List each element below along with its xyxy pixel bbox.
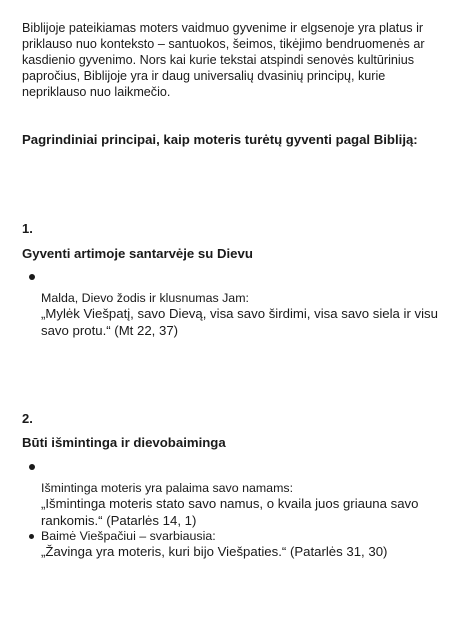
- item-quote: „Išmintinga moteris stato savo namus, o kvaila juos griauna savo rankomis.“ (Patarlės 14, 1): [41, 496, 419, 528]
- item-quote: „Mylėk Viešpatį, savo Dievą, visa savo širdimi, visa savo siela ir visu savo protu.“ (Mt 22, 37): [41, 306, 438, 338]
- section-number: 2.: [22, 411, 33, 426]
- bullet-marker: [29, 274, 35, 280]
- section-title: Gyventi artimoje santarvėje su Dievu: [22, 246, 253, 261]
- item-label: Malda, Dievo žodis ir klusnumas Jam:: [41, 291, 249, 305]
- intro-paragraph: Biblijoje pateikiamas moters vaidmuo gyvenime ir elgsenoje yra platus ir priklauso nuo konteksto – santuokos, šeimos, tikėjimo bendruomenės ar kasdienio gyvenimo. Nors kai kurie tekstai atspindi senovės kultūrinius papročius, Biblijoje yra ir daug universalių dvasinių principų, kurie nepriklauso nuo laikmečio.: [22, 21, 425, 99]
- item-quote: „Žavinga yra moteris, kuri bijo Viešpaties.“ (Patarlės 31, 30): [41, 544, 388, 559]
- bullet-marker: [29, 464, 35, 470]
- item-label: Baimė Viešpačiui – svarbiausia:: [41, 529, 216, 543]
- item-label: Išmintinga moteris yra palaima savo namams:: [41, 481, 294, 495]
- section-title: Būti išmintinga ir dievobaiminga: [22, 435, 226, 450]
- bullet-marker: [29, 534, 34, 539]
- main-heading: Pagrindiniai principai, kaip moteris turėtų gyventi pagal Bibliją:: [22, 132, 418, 147]
- section-number: 1.: [22, 221, 33, 236]
